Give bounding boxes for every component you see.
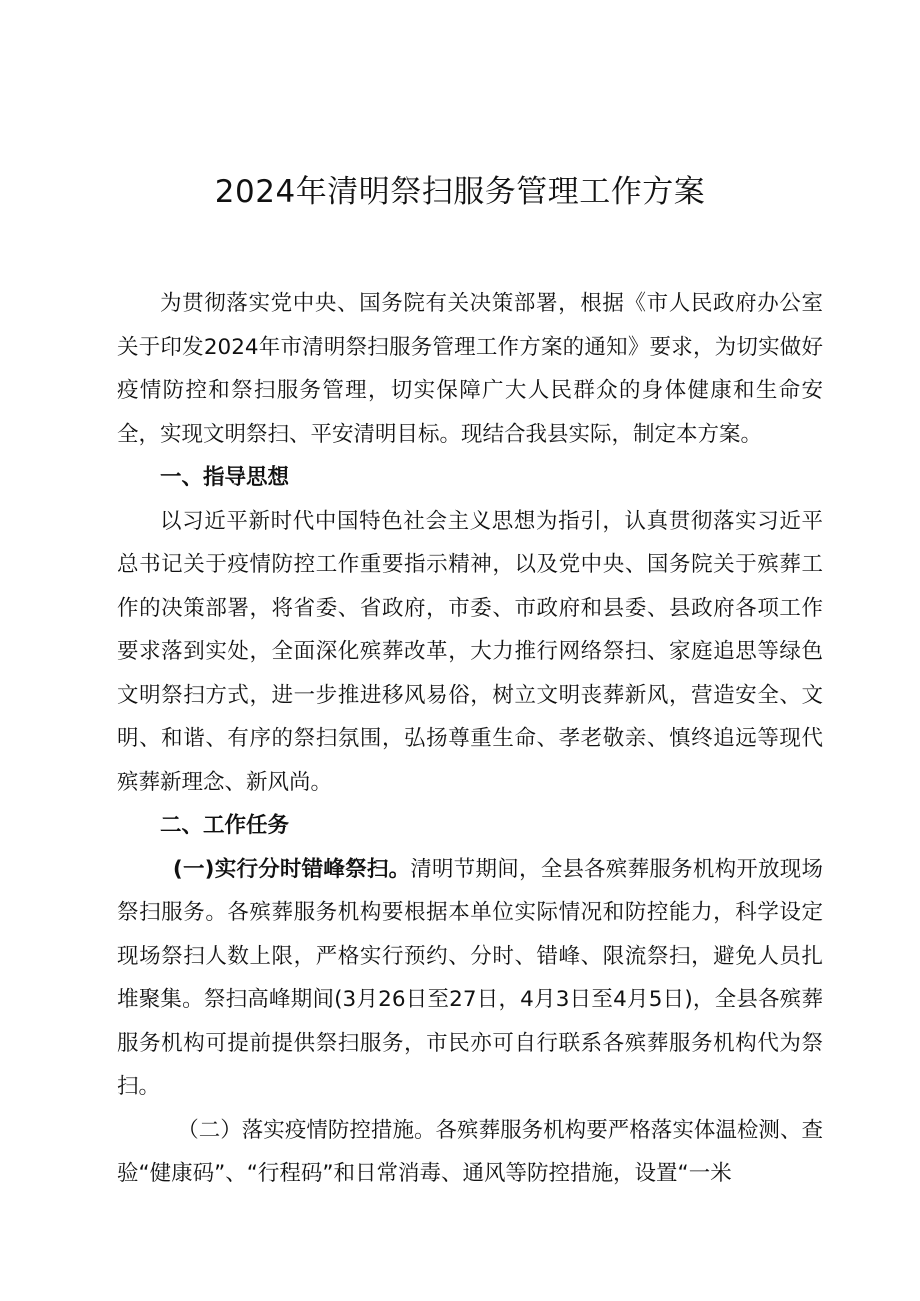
document-title: 2024年清明祭扫服务管理工作方案	[214, 174, 706, 210]
document-body	[117, 282, 823, 1196]
task-item-1-paragraph	[117, 848, 823, 1109]
section-heading-work-tasks: 二、工作任务	[160, 813, 290, 838]
guiding-ideology-paragraph: 以习近平新时代中国特色社会主义思想为指引，认真贯彻落实习近平总书记关于疫情防控工作重要指示精神，以及党中央、国务院关于殡葬工作的决策部署，将省委、省政府，市委、市政府和县委、县政府各项工作要求落到实处，全面深化殡葬改革，大力推行网络祭扫、家庭追思等绿色文明祭扫方式，进一步推进移风易俗，树立文明丧葬新风，营造安全、文明、和谐、有序的祭扫氛围，弘扬尊重生命、孝老敬亲、慎终追远等现代殡葬新理念、新风尚。	[117, 508, 823, 795]
section-heading-guiding-ideology: 一、指导思想	[160, 465, 290, 490]
task-item-2-paragraph: （二）落实疫情防控措施。各殡葬服务机构要严格落实体温检测、查验“健康码”、“行程码”和日常消毒、通风等防控措施，设置“一米	[117, 1117, 823, 1186]
task-item-1-body: 清明节期间，全县各殡葬服务机构开放现场祭扫服务。各殡葬服务机构要根据本单位实际情况和防控能力，科学设定现场祭扫人数上限，严格实行预约、分时、错峰、限流祭扫，避免人员扎堆聚集。祭扫高峰期间(3月26日至27日，4月3日至4月5日)，全县各殡葬服务机构可提前提供祭扫服务，市民亦可自行联系各殡葬服务机构代为祭扫。	[117, 856, 823, 1099]
intro-paragraph: 为贯彻落实党中央、国务院有关决策部署，根据《市人民政府办公室关于印发2024年市清明祭扫服务管理工作方案的通知》要求，为切实做好疫情防控和祭扫服务管理，切实保障广大人民群众的身体健康和生命安全，实现文明祭扫、平安清明目标。现结合我县实际，制定本方案。	[117, 291, 823, 447]
task-item-1-lead: (一)实行分时错峰祭扫。	[172, 856, 411, 882]
